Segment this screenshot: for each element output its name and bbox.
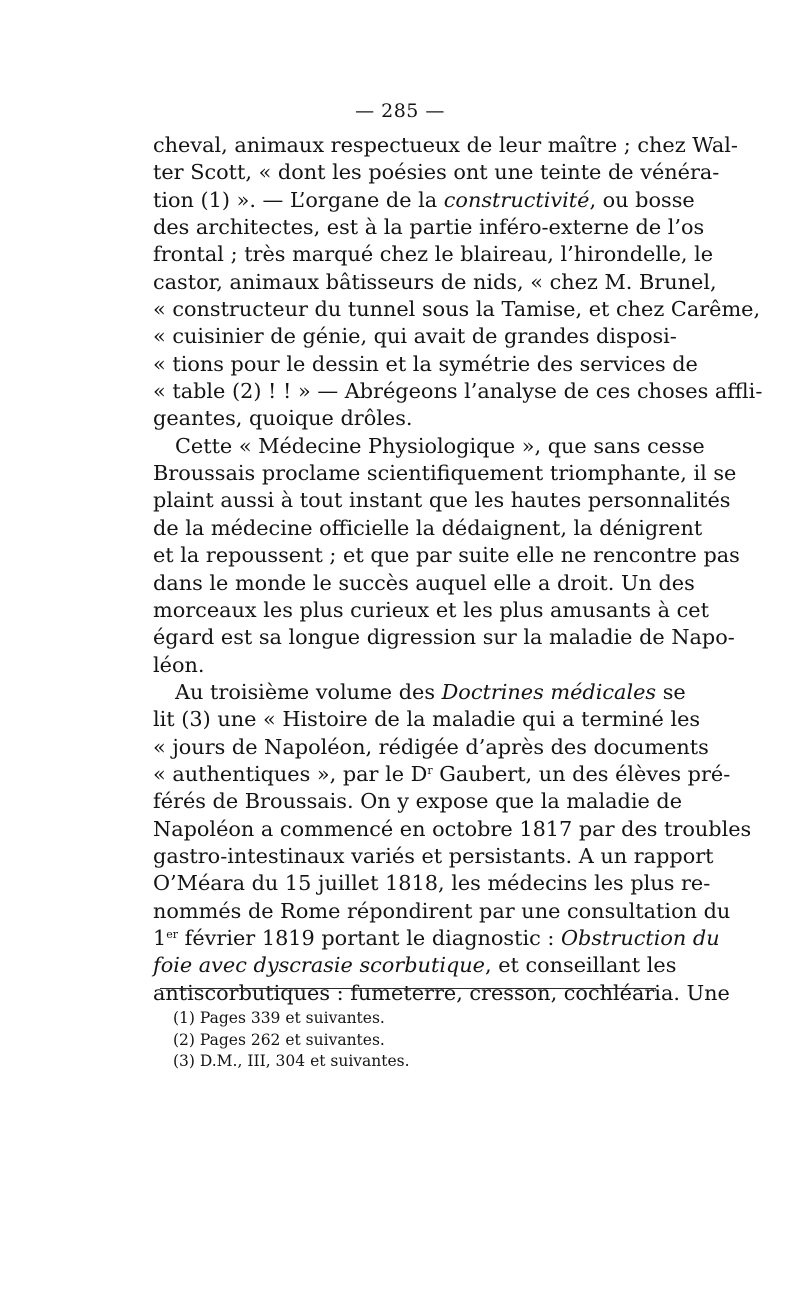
line-text: Broussais proclame scientifiquement triomphante, il se xyxy=(153,461,737,486)
line-text: Napoléon a commencé en octobre 1817 par des troubles xyxy=(153,816,752,841)
text-line xyxy=(153,597,709,624)
line-text: « constructeur du tunnel sous la Tamise, et chez Carême, xyxy=(153,297,761,322)
text-line xyxy=(153,269,717,296)
footnote: (2) Pages 262 et suivantes. xyxy=(173,1030,385,1049)
line-text: « table (2) ! ! » — Abrégeons l’analyse de ces choses affli- xyxy=(153,379,763,404)
text-line xyxy=(153,706,701,733)
line-text: Gaubert, un des élèves pré- xyxy=(432,761,731,786)
line-text: « jours de Napoléon, rédigée d’après des documents xyxy=(153,734,709,759)
italic-text: Obstruction du xyxy=(560,925,720,950)
footnote-rule xyxy=(160,988,656,989)
line-text: « tions pour le dessin et la symétrie des services de xyxy=(153,351,698,376)
line-text: « authentiques », par le D xyxy=(153,761,428,786)
page-number: — 285 — xyxy=(355,100,445,122)
line-text: de la médecine officielle la dédaignent, la dénigrent xyxy=(153,515,703,540)
line-text: Cette « Médecine Physiologique », que sans cesse xyxy=(175,433,705,458)
line-text: léon. xyxy=(153,652,205,677)
body-text xyxy=(153,132,763,1007)
line-text: « cuisinier de génie, qui avait de grandes disposi- xyxy=(153,324,677,349)
text-line xyxy=(153,843,714,870)
line-text: se xyxy=(656,679,686,704)
text-line xyxy=(153,925,720,952)
text-line xyxy=(153,132,738,159)
text-line xyxy=(153,898,731,925)
text-line xyxy=(153,570,695,597)
text-line xyxy=(153,816,752,843)
line-text: geantes, quoique drôles. xyxy=(153,406,413,431)
line-text: frontal ; très marqué chez le blaireau, l’hirondelle, le xyxy=(153,242,714,267)
line-text: gastro-intestinaux variés et persistants. A un rapport xyxy=(153,843,714,868)
text-line xyxy=(153,460,737,487)
line-text: février 1819 portant le diagnostic : xyxy=(178,925,561,950)
line-text: 1 xyxy=(153,925,167,950)
text-line xyxy=(153,515,703,542)
superscript: r xyxy=(427,763,433,777)
text-line xyxy=(153,624,735,651)
footnotes xyxy=(173,1008,410,1073)
text-line xyxy=(153,433,705,460)
text-line xyxy=(153,980,730,1007)
line-text: castor, animaux bâtisseurs de nids, « chez M. Brunel, xyxy=(153,269,717,294)
text-line xyxy=(153,296,761,323)
text-line xyxy=(153,679,686,706)
text-line xyxy=(153,241,714,268)
text-line xyxy=(153,159,720,186)
text-line xyxy=(153,788,683,815)
line-text: O’Méara du 15 juillet 1818, les médecins les plus re- xyxy=(153,871,711,896)
line-text: férés de Broussais. On y expose que la maladie de xyxy=(153,789,683,814)
line-text: dans le monde le succès auquel elle a droit. Un des xyxy=(153,570,695,595)
text-line xyxy=(153,323,677,350)
text-line xyxy=(153,351,698,378)
line-text: plaint aussi à tout instant que les hautes personnalités xyxy=(153,488,731,513)
italic-text: Doctrines médicales xyxy=(441,679,657,704)
text-line xyxy=(153,870,711,897)
footnote: (1) Pages 339 et suivantes. xyxy=(173,1009,385,1027)
text-line xyxy=(153,652,645,679)
line-text: antiscorbutiques : fumeterre, cresson, cochléaria. Une xyxy=(153,980,730,1005)
line-text: nommés de Rome répondirent par une consultation du xyxy=(153,898,731,923)
line-text: lit (3) une « Histoire de la maladie qui a terminé les xyxy=(153,707,701,732)
line-text: Au troisième volume des xyxy=(175,679,442,704)
italic-text: constructivité xyxy=(443,187,590,212)
text-line xyxy=(153,952,677,979)
italic-text: foie avec dyscrasie scorbutique xyxy=(153,953,485,978)
text-line xyxy=(153,487,731,514)
line-text: et la repoussent ; et que par suite elle ne rencontre pas xyxy=(153,543,740,568)
text-line xyxy=(153,542,740,569)
text-line xyxy=(153,761,731,788)
text-line xyxy=(153,187,695,214)
line-text: morceaux les plus curieux et les plus amusants à cet xyxy=(153,597,709,622)
line-text: tion (1) ». — L’organe de la xyxy=(153,187,444,212)
line-text: des architectes, est à la partie inféro-externe de l’os xyxy=(153,215,705,240)
superscript: er xyxy=(166,927,179,941)
line-text: ter Scott, « dont les poésies ont une teinte de vénéra- xyxy=(153,160,720,185)
footnote: (3) D.M., III, 304 et suivantes. xyxy=(173,1052,410,1070)
line-text: égard est sa longue digression sur la maladie de Napo- xyxy=(153,625,735,650)
line-text: , ou bosse xyxy=(589,187,695,212)
text-line xyxy=(153,734,709,761)
text-line xyxy=(153,405,645,432)
text-line xyxy=(153,378,763,405)
line-text: cheval, animaux respectueux de leur maître ; chez Wal- xyxy=(153,133,738,157)
text-line xyxy=(153,214,705,241)
line-text: , et conseillant les xyxy=(484,953,677,978)
